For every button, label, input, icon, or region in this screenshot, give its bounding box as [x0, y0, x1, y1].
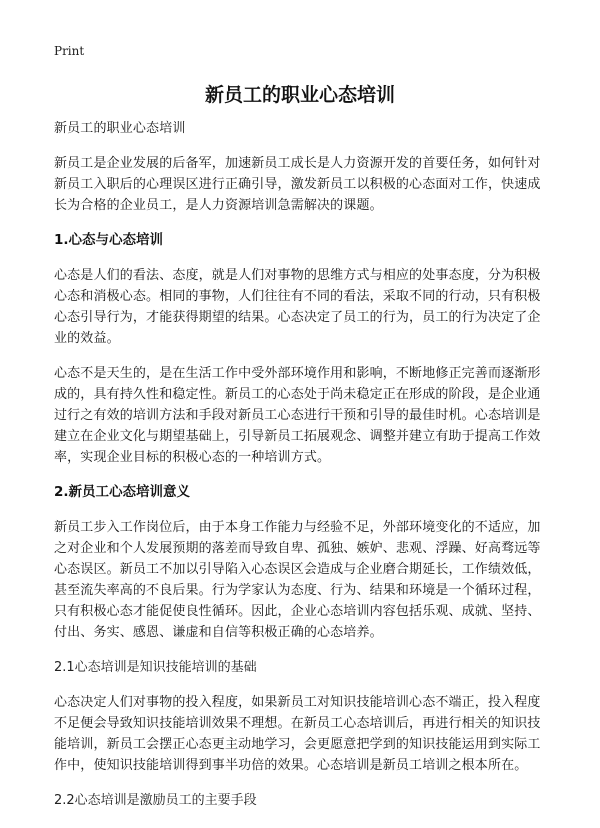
subtitle: 新员工的职业心态培训	[54, 121, 186, 136]
intro-paragraph: 新员工是企业发展的后备军，加速新员工成长是人力资源开发的首要任务，如何针对新员工入职后的心理误区进行正确引导，激发新员工以积极的心态面对工作，快速成长为合格的企业员工，是人力资源培训急需解决的课题。	[54, 156, 541, 213]
section-2-heading: 2.新员工心态培训意义	[54, 484, 191, 500]
print-link[interactable]: Print	[54, 44, 85, 58]
section-1-paragraph-2: 心态不是天生的，是在生活工作中受外部环境作用和影响，不断地修正完善而逐渐形成的，具有持久性和稳定性。新员工的心态处于尚未稳定正在形成的阶段，是企业通过行之有效的培训方法和手段对新员工心态进行干预和引导的最佳时机。心态培训是建立在企业文化与期望基础上，引导新员工拓展观念、调整并建立有助于提高工作效率，实现企业目标的积极心态的一种培训方式。	[54, 366, 541, 465]
subsection-2-1-heading: 2.1心态培训是知识技能培训的基础	[54, 660, 257, 675]
section-2-paragraph-1: 新员工步入工作岗位后，由于本身工作能力与经验不足，外部环境变化的不适应，加之对企业和个人发展预期的落差而导致自卑、孤独、嫉妒、悲观、浮躁、好高骛远等心态误区。新员工不加以引导陷入心态误区会造成与企业磨合期延长，工作绩效低，甚至流失率高的不良后果。行为学家认为态度、行为、结果和环境是一个循环过程，只有积极心态才能促使良性循环。因此，企业心态培训内容包括乐观、成就、坚持、付出、务实、感恩、谦虚和自信等积极正确的心态培养。	[54, 520, 541, 640]
page-title: 新员工的职业心态培训	[204, 84, 395, 106]
section-1-paragraph-1: 心态是人们的看法、态度，就是人们对事物的思维方式与相应的处事态度，分为积极心态和消极心态。相同的事物，人们往往有不同的看法，采取不同的行动，只有积极心态引导行为，才能获得期望的结果。心态决定了员工的行为，员工的行为决定了企业的效益。	[54, 268, 541, 346]
article-body	[54, 118, 548, 811]
section-2-paragraph-2: 心态决定人们对事物的投入程度，如果新员工对知识技能培训心态不端正，投入程度不足便会导致知识技能培训效果不理想。在新员工心态培训后，再进行相关的知识技能培训，新员工会摆正心态更主动地学习，会更愿意把学到的知识技能运用到实际工作中，使知识技能培训得到事半功倍的效果。心态培训是新员工培训之根本所在。	[54, 695, 541, 773]
subsection-2-2-heading: 2.2心态培训是激励员工的主要手段	[54, 793, 257, 808]
section-1-heading: 1.心态与心态培训	[54, 232, 164, 248]
